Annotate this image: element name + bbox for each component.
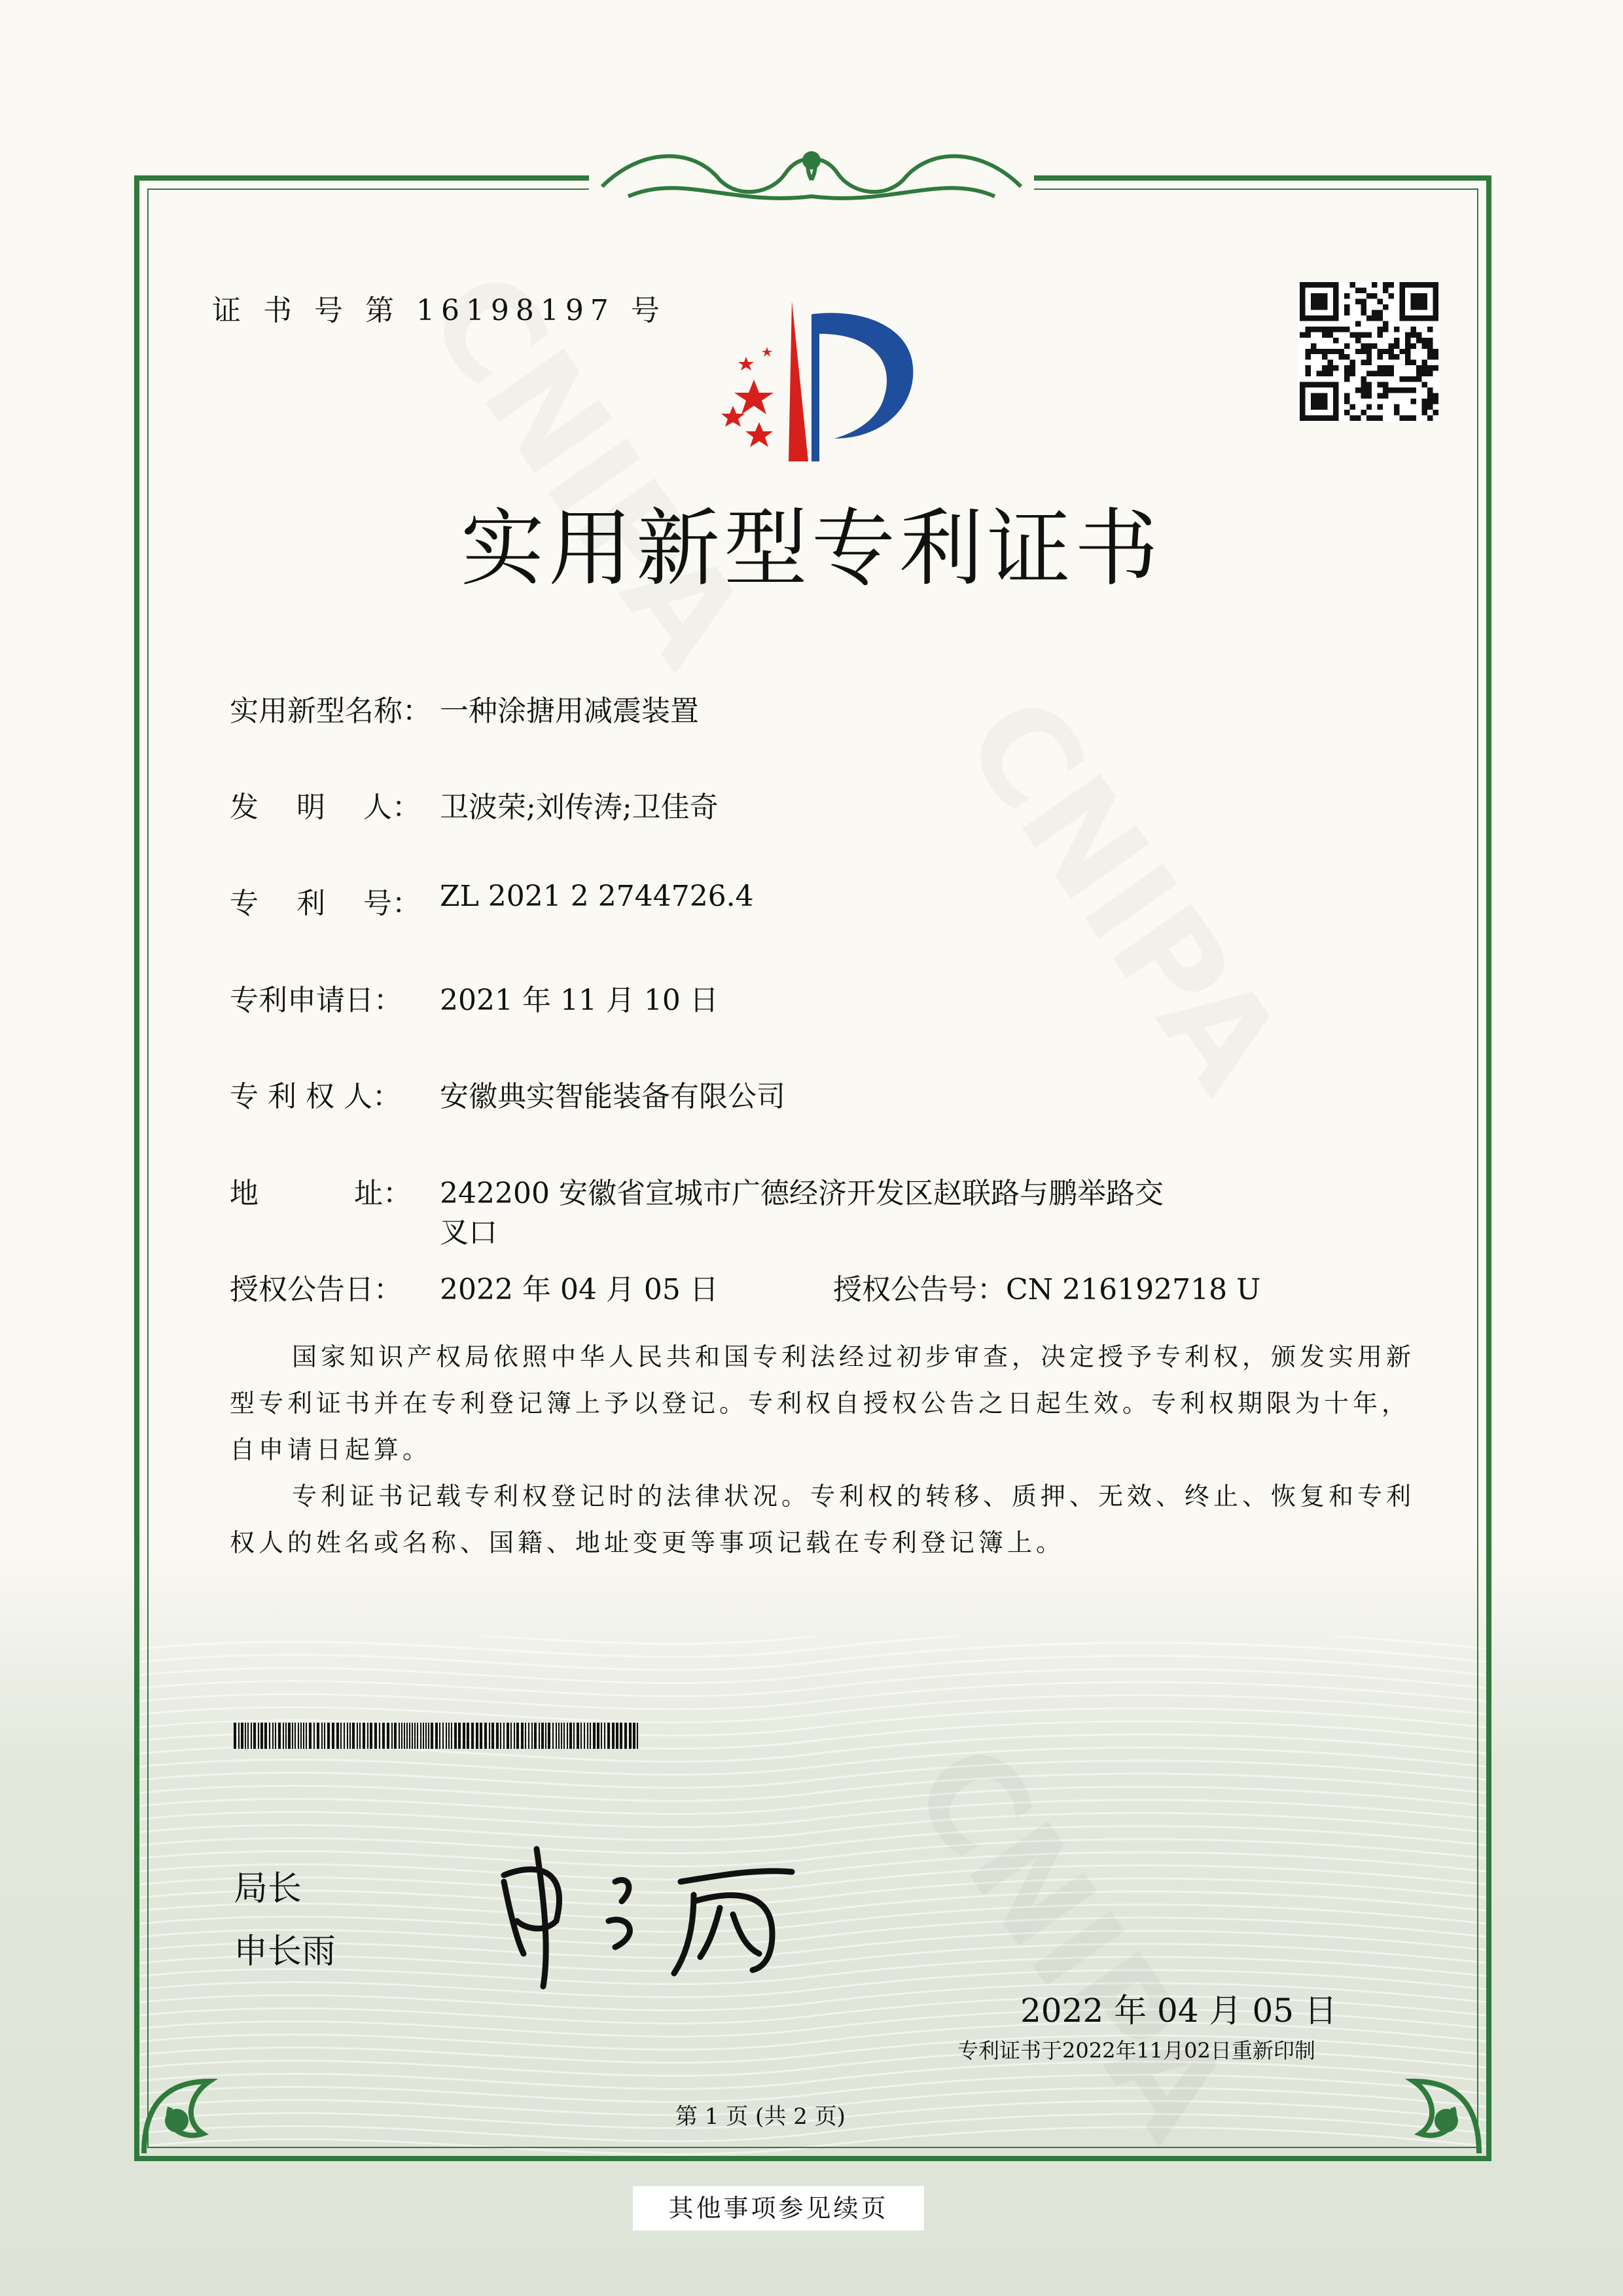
field-inventors: [230, 783, 719, 825]
field-value: 卫波荣;刘传涛;卫佳奇: [440, 791, 719, 824]
issue-date: 2022 年 04 月 05 日: [1020, 1992, 1337, 2030]
field-label: 地 址：: [230, 1177, 412, 1210]
field-value: 2022 年 04 月 05 日: [440, 1273, 719, 1306]
field-announcement-date: [230, 1266, 719, 1308]
field-application-date: [230, 977, 719, 1018]
field-value: CN 216192718 U: [1006, 1273, 1261, 1306]
corner-ornament-icon: [1374, 2042, 1492, 2160]
field-value: 一种涂搪用减震装置: [440, 694, 699, 728]
field-utility-model-name: [230, 687, 699, 729]
field-value-line2: 叉口: [440, 1216, 497, 1249]
field-label: 实用新型名称：: [230, 694, 431, 728]
field-label: 专 利 号：: [230, 887, 421, 920]
field-label: 发 明 人：: [230, 791, 421, 824]
field-address: [230, 1170, 1164, 1249]
director-name: 申长雨: [234, 1932, 336, 1971]
certificate-statement: [230, 1334, 1434, 1566]
paragraph: 专利证书记载专利权登记时的法律状况。专利权的转移、质押、无效、终止、恢复和专利权人的姓名或名称、国籍、地址变更等事项记载在专利登记簿上。: [230, 1482, 1416, 1557]
field-patentee: [230, 1073, 785, 1115]
field-label: 专利申请日：: [230, 984, 402, 1017]
barcode: [234, 1723, 643, 1749]
certificate-number: 证 书 号 第 16198197 号: [212, 294, 666, 327]
reprint-note: 专利证书于2022年11月02日重新印制: [957, 2038, 1315, 2063]
field-value: ZL 2021 2 2744726.4: [440, 880, 754, 913]
field-announcement-number: [833, 1266, 1260, 1308]
field-patent-number: [230, 880, 754, 922]
field-value: 242200 安徽省宣城市广德经济开发区赵联路与鹏举路交: [440, 1177, 1164, 1210]
director-title: 局长: [234, 1869, 302, 1909]
qr-code: [1298, 282, 1440, 421]
cnipa-logo-icon: [694, 288, 936, 471]
page-indicator: 第 1 页 (共 2 页): [675, 2104, 846, 2130]
paragraph: 国家知识产权局依照中华人民共和国专利法经过初步审查，决定授予专利权，颁发实用新型专利证书并在专利登记簿上予以登记。专利权自授权公告之日起生效。专利权期限为十年，自申请日起算。: [230, 1342, 1416, 1464]
continued-note: 其他事项参见续页: [633, 2186, 924, 2231]
page-title: 实用新型专利证书: [460, 500, 1162, 598]
corner-ornament-icon: [131, 2042, 249, 2160]
top-ornament-icon: [589, 134, 1034, 213]
field-label: 专 利 权 人：: [230, 1080, 401, 1113]
field-label: 授权公告日：: [230, 1273, 402, 1306]
director-signature: [497, 1842, 838, 1990]
field-value: 2021 年 11 月 10 日: [440, 984, 719, 1017]
field-value: 安徽典实智能装备有限公司: [440, 1080, 785, 1113]
field-label: 授权公告号：: [833, 1273, 1006, 1306]
